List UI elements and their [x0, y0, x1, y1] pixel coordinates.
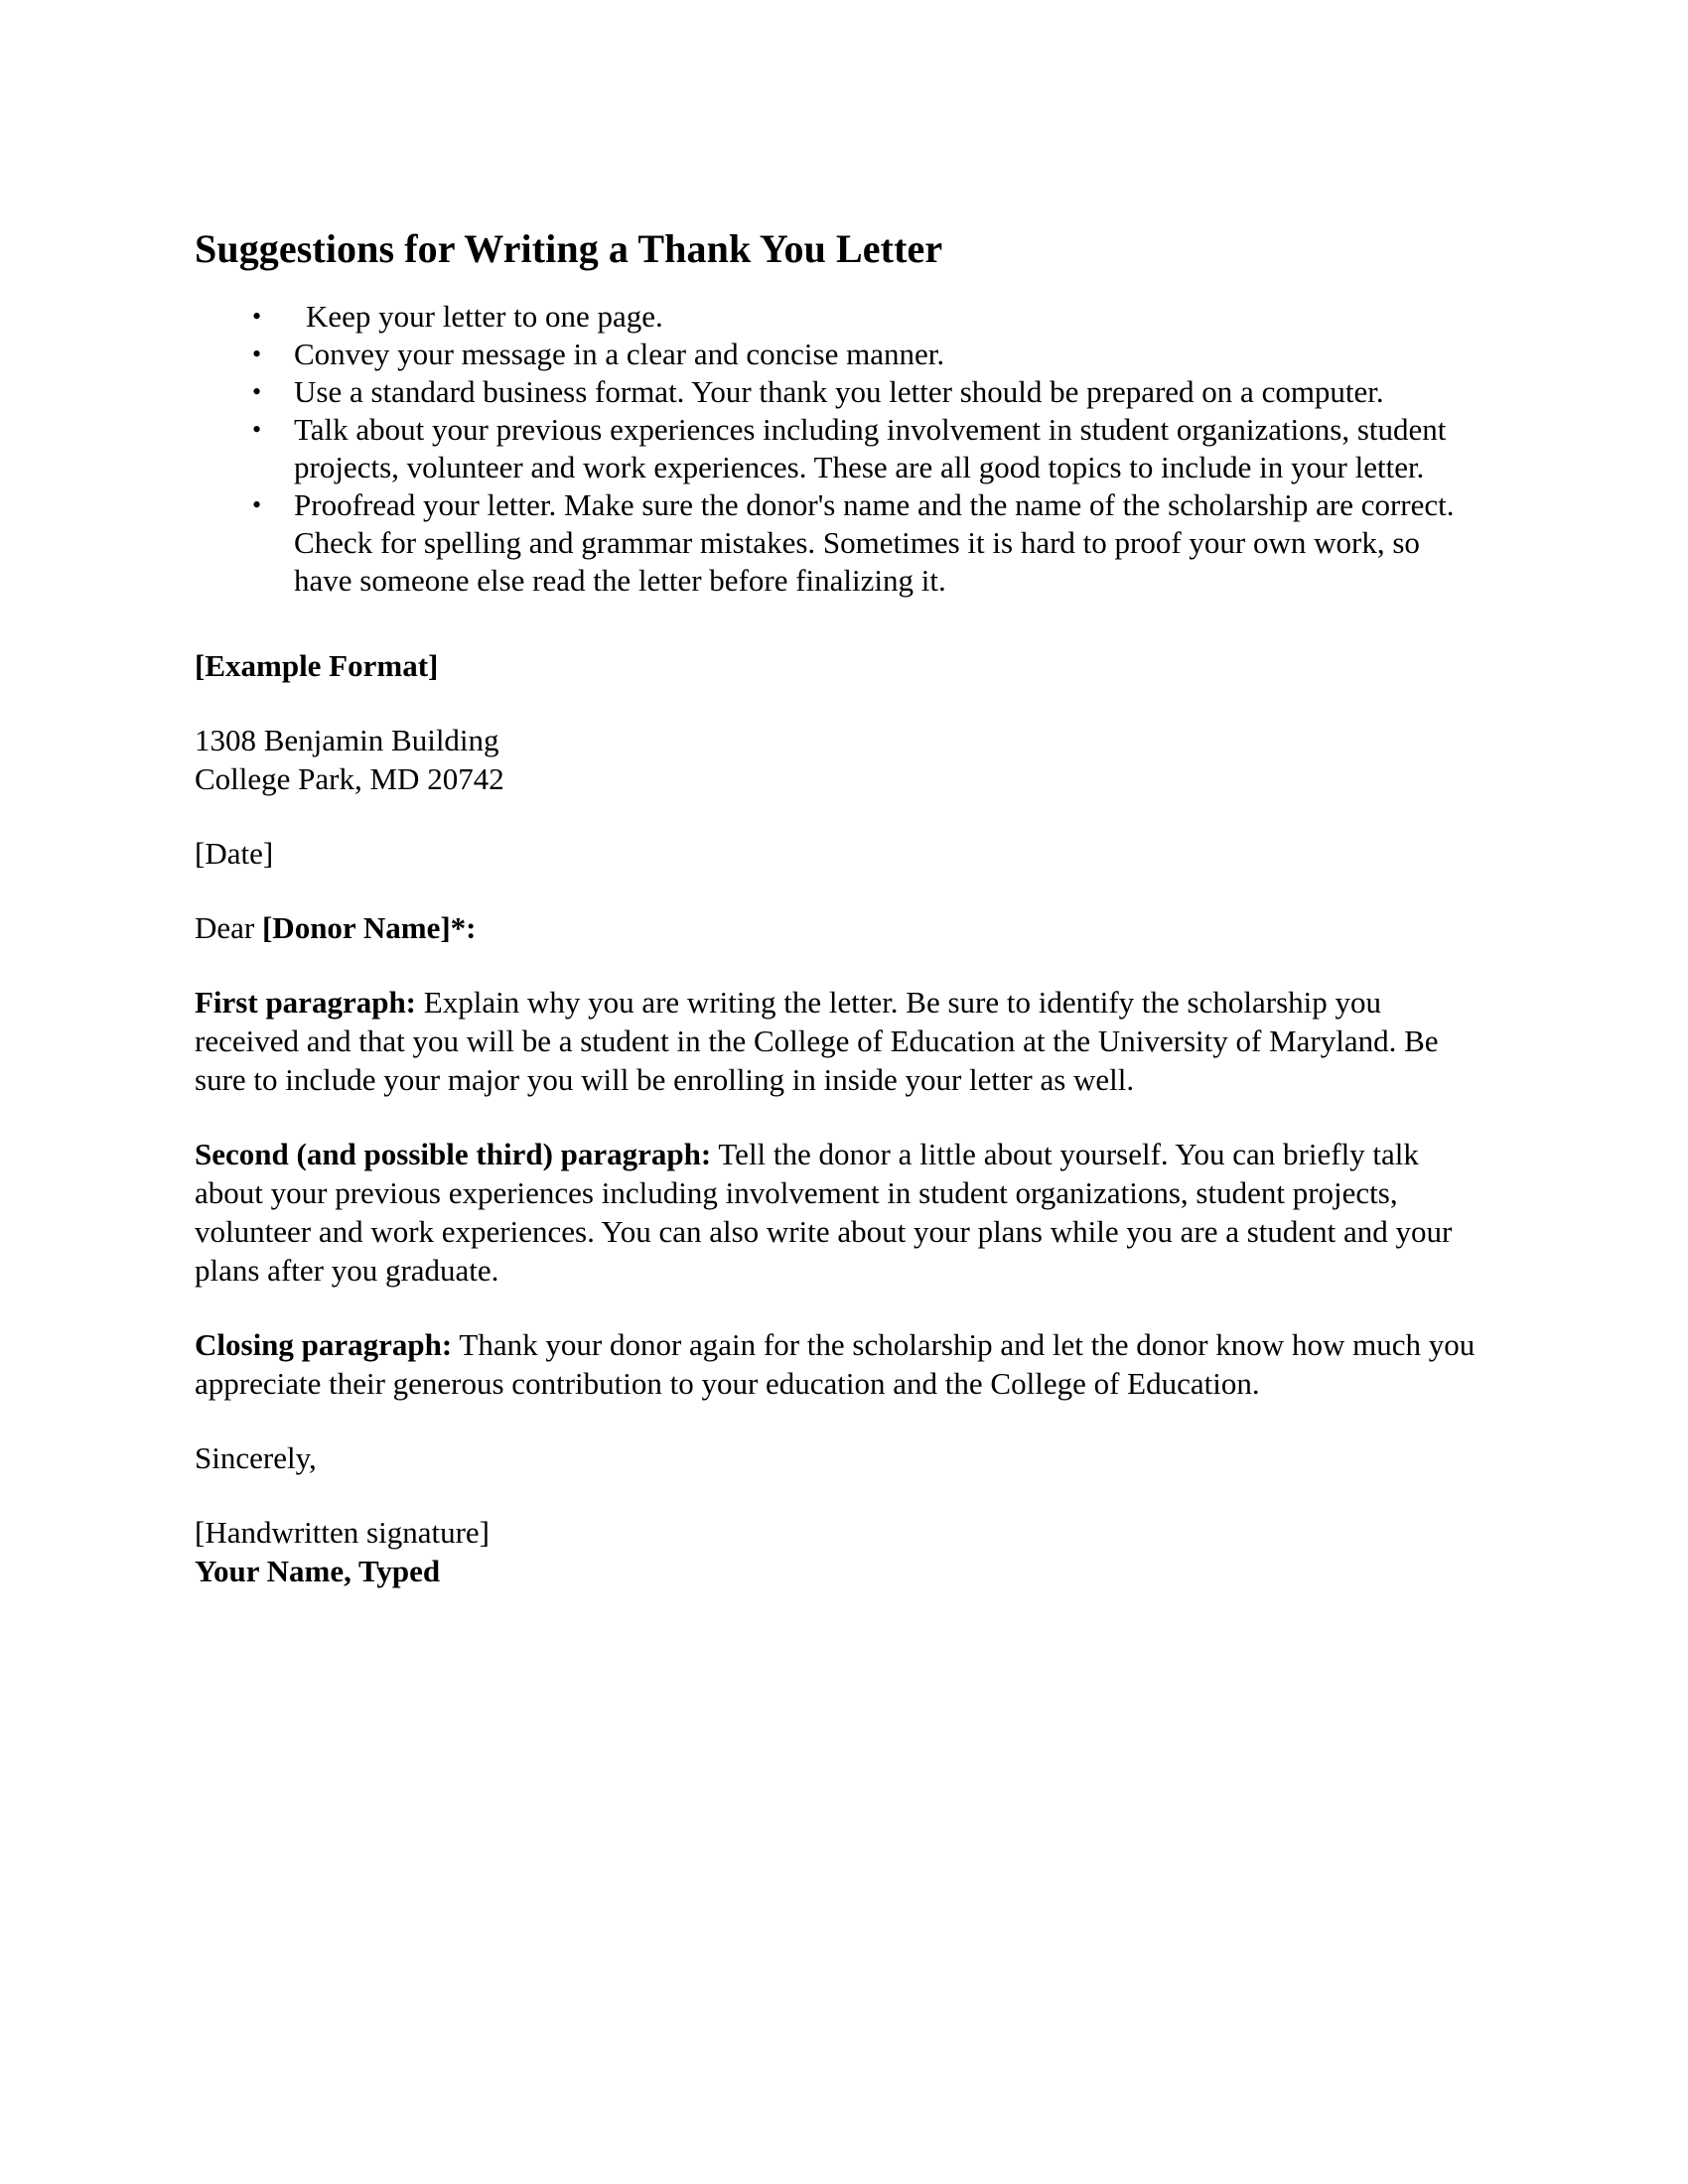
- list-item: • Talk about your previous experiences including involvement in student organizations, student projects, volunteer and work experiences. These are all good topics to include in your letter.: [195, 411, 1485, 486]
- example-format-heading: [Example Format]: [195, 648, 439, 684]
- paragraph-label: First paragraph:: [195, 985, 417, 1021]
- address-line-2: College Park, MD 20742: [195, 761, 504, 797]
- spacer: [195, 1099, 1485, 1135]
- spacer: [195, 798, 1485, 834]
- salutation-greeting: Dear: [195, 910, 262, 946]
- spacer: [195, 1290, 1485, 1325]
- paragraph-text: Tell the donor a little about yourself. You can briefly talk about your previous experiences including involvement in student organizations, student projects, volunteer and work experiences. You can also write about your plans while you are a student and your plans after you graduate.: [195, 1137, 1453, 1289]
- paragraph-closing: [195, 1325, 1485, 1403]
- list-item: • Keep your letter to one page.: [195, 298, 1485, 336]
- typed-name-placeholder: Your Name, Typed: [195, 1554, 441, 1589]
- handwritten-signature-placeholder: [Handwritten signature]: [195, 1515, 490, 1551]
- paragraph-first: [195, 983, 1485, 1099]
- signature-block: [195, 1513, 1485, 1590]
- spacer: [195, 947, 1485, 983]
- spacer: [195, 873, 1485, 908]
- spacer: [195, 685, 1485, 721]
- document-content: [195, 226, 1485, 1590]
- paragraph-label: Closing paragraph:: [195, 1327, 453, 1363]
- date-placeholder: [Date]: [195, 836, 274, 872]
- suggestions-list: [195, 298, 1485, 600]
- address-line-1: 1308 Benjamin Building: [195, 723, 499, 758]
- paragraph-second: [195, 1135, 1485, 1290]
- sender-address: [195, 721, 1485, 798]
- spacer: [195, 1477, 1485, 1513]
- spacer: [195, 600, 1485, 646]
- page-title: Suggestions for Writing a Thank You Letter: [195, 226, 943, 271]
- salutation-donor-placeholder: [Donor Name]*:: [261, 910, 477, 946]
- paragraph-text: Thank your donor again for the scholarship and let the donor know how much you appreciate their generous contribution to your education and the College of Education.: [195, 1327, 1476, 1402]
- spacer: [195, 1403, 1485, 1438]
- paragraph-label: Second (and possible third) paragraph:: [195, 1137, 712, 1172]
- list-item: • Use a standard business format. Your thank you letter should be prepared on a computer.: [195, 373, 1485, 411]
- list-item: • Proofread your letter. Make sure the donor's name and the name of the scholarship are correct. Check for spelling and grammar mistakes. Sometimes it is hard to proof your own work, so have someone else read the letter before finalizing it.: [195, 486, 1485, 600]
- salutation: [195, 908, 1485, 947]
- list-item: • Convey your message in a clear and concise manner.: [195, 336, 1485, 373]
- paragraph-text: Explain why you are writing the letter. Be sure to identify the scholarship you received and that you will be a student in the College of Education at the University of Maryland. Be sure to include your major you will be enrolling in inside your letter as well.: [195, 985, 1439, 1098]
- closing-salutation: Sincerely,: [195, 1440, 317, 1476]
